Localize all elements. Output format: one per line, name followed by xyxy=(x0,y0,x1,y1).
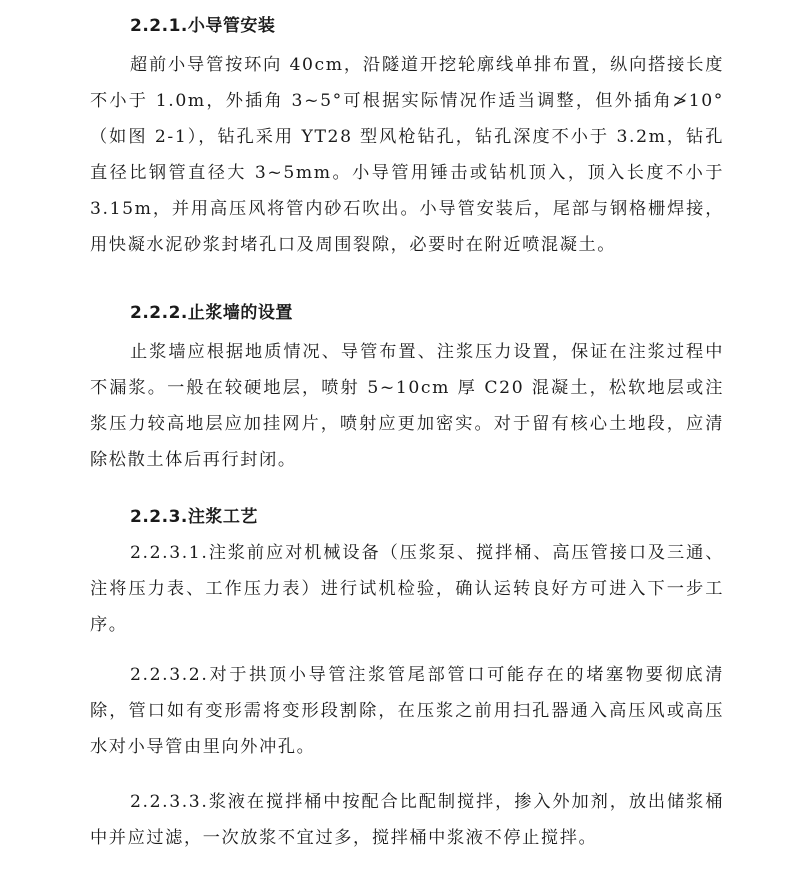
section-heading-2-2-2: 2.2.2.止浆墙的设置 xyxy=(130,303,293,323)
section-heading-2-2-1: 2.2.1.小导管安装 xyxy=(130,16,276,36)
subsection-paragraph-2-2-3-2: 2.2.3.2.对于拱顶小导管注浆管尾部管口可能存在的堵塞物要彻底清除，管口如有变形需将变形段割除，在压浆之前用扫孔器通入高压风或高压水对小导管由里向外冲孔。 xyxy=(90,665,724,757)
subsection-paragraph-2-2-3-3: 2.2.3.3.浆液在搅拌桶中按配合比配制搅拌，掺入外加剂，放出储浆桶中并应过滤，一次放浆不宜过多，搅拌桶中浆液不停止搅拌。 xyxy=(90,792,724,848)
section-paragraph-2-2-2: 止浆墙应根据地质情况、导管布置、注浆压力设置，保证在注浆过程中不漏浆。一般在较硬地层，喷射 5~10cm 厚 C20 混凝土，松软地层或注浆压力较高地层应加挂网片，喷射应更加密实。对于留有核心土地段，应清除松散土体后再行封闭。 xyxy=(90,342,724,470)
section-heading-2-2-3: 2.2.3.注浆工艺 xyxy=(130,507,258,527)
section-paragraph-2-2-1: 超前小导管按环向 40cm，沿隧道开挖轮廓线单排布置，纵向搭接长度不小于 1.0m，外插角 3~5°可根据实际情况作适当调整，但外插角≯10°（如图 2-1），钻孔采用 YT28 型风枪钻孔，钻孔深度不小于 3.2m，钻孔直径比钢管直径大 3~5mm。小导管用锤击或钻机顶入，顶入长度不小于 3.15m，并用高压风将管内砂石吹出。小导管安装后，尾部与钢格栅焊接，用快凝水泥砂浆封堵孔口及周围裂隙，必要时在附近喷混凝土。 xyxy=(90,55,724,255)
subsection-paragraph-2-2-3-1: 2.2.3.1.注浆前应对机械设备（压浆泵、搅拌桶、高压管接口及三通、注将压力表、工作压力表）进行试机检验，确认运转良好方可进入下一步工序。 xyxy=(90,543,724,635)
